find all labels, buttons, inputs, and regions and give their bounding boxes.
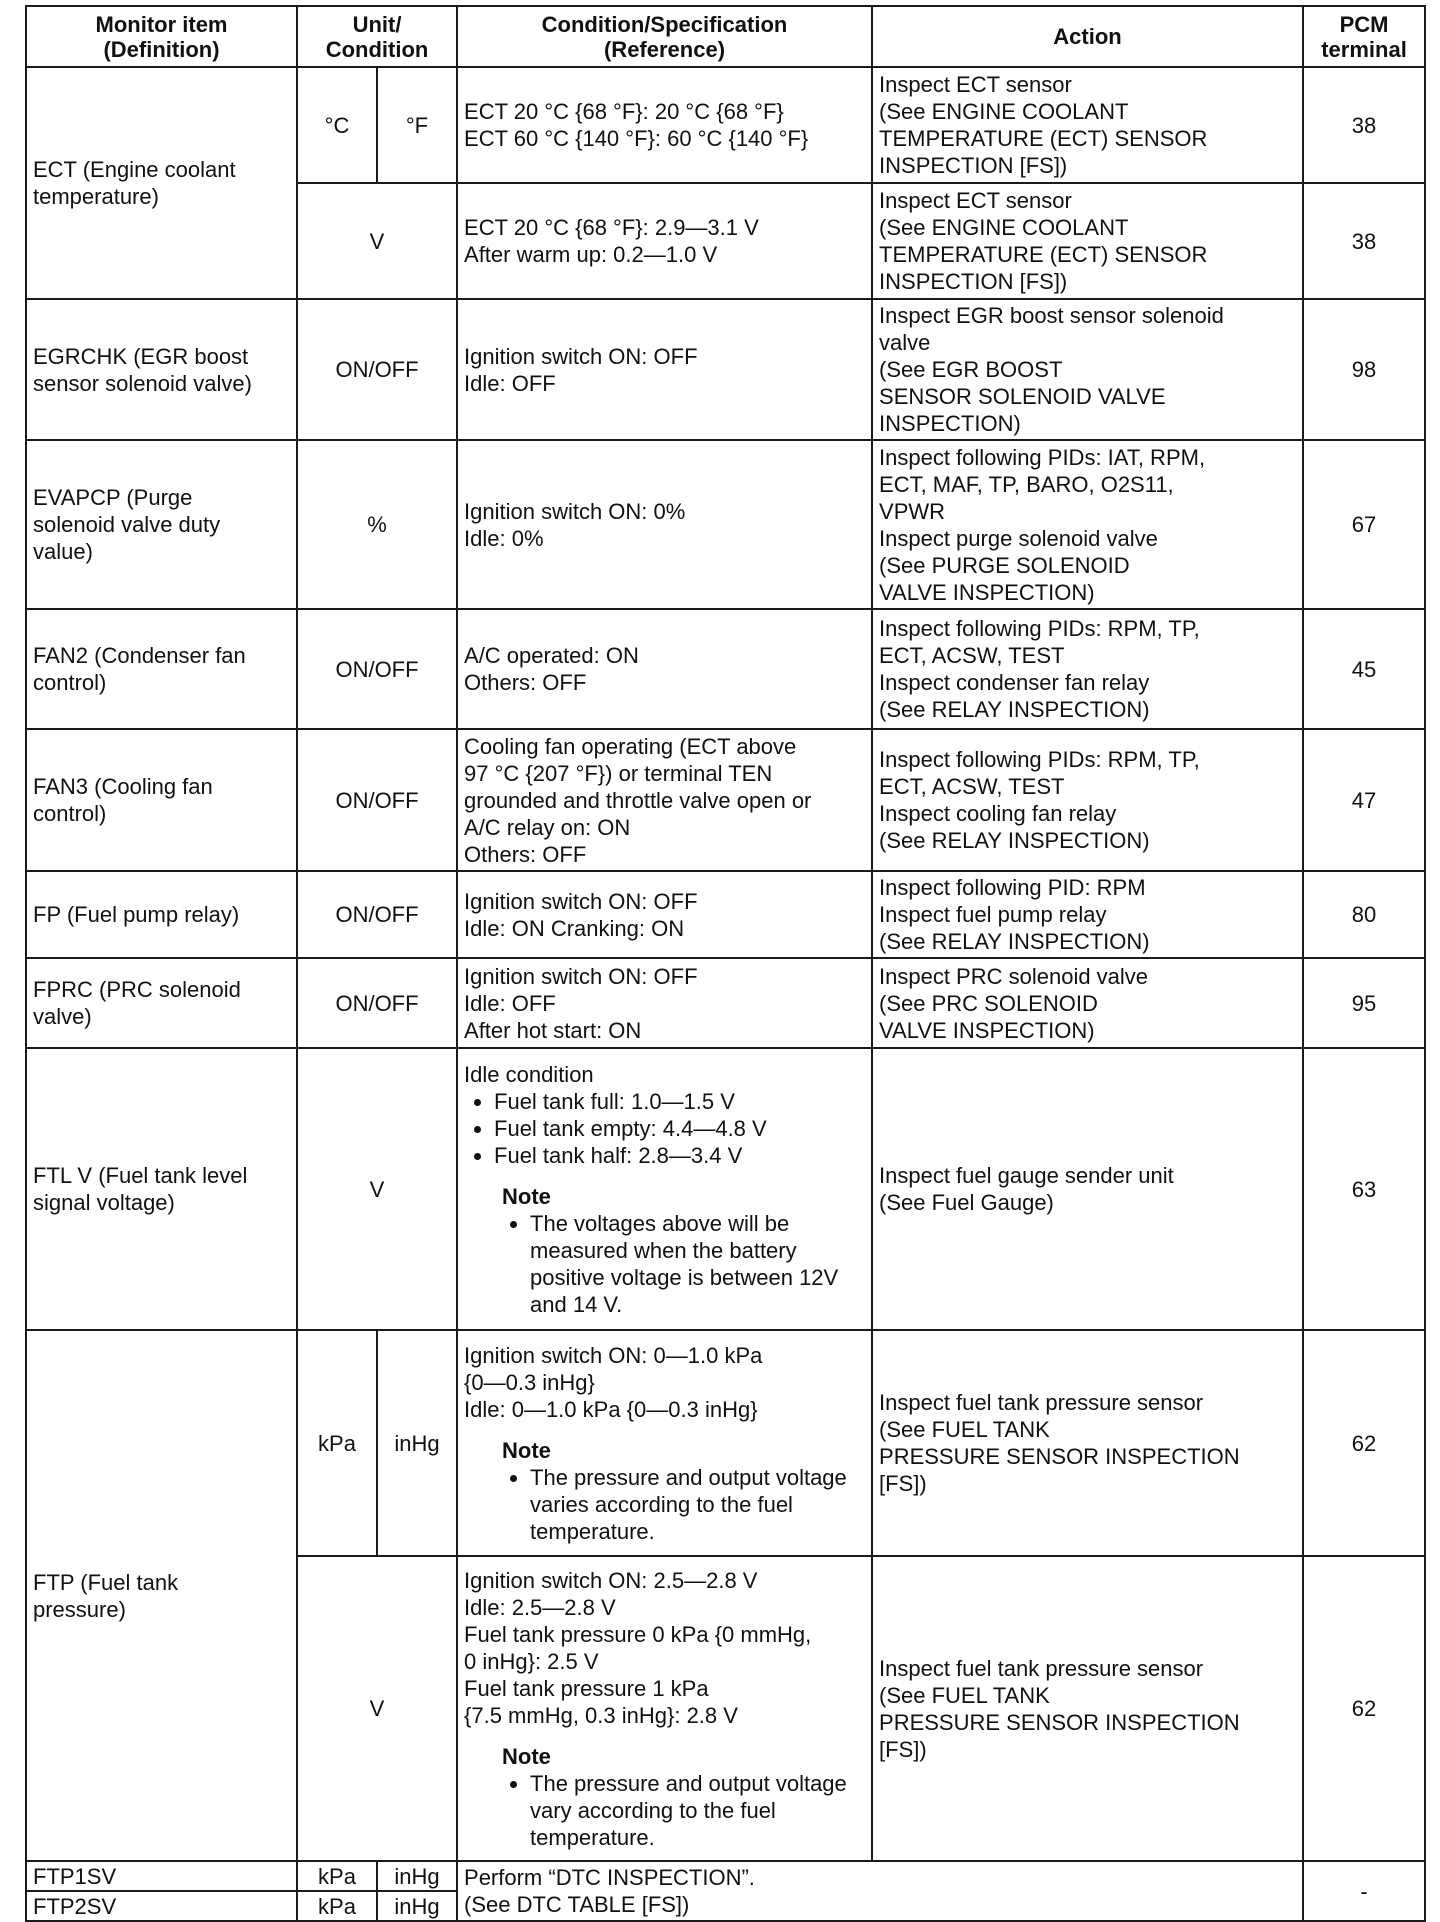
table-row xyxy=(26,299,1425,440)
action-text: Inspect fuel tank pressure sensor (See FUEL TANK PRESSURE SENSOR INSPECTION [FS]) xyxy=(872,1556,1303,1861)
unit-condition: V xyxy=(297,183,457,299)
condition-spec: Ignition switch ON: 0% Idle: 0% xyxy=(457,440,872,609)
pcm-terminal: 95 xyxy=(1303,958,1425,1048)
unit-kpa: kPa xyxy=(297,1330,377,1556)
condition-spec: ECT 20 °C {68 °F}: 20 °C {68 °F} ECT 60 °C {140 °F}: 60 °C {140 °F} xyxy=(457,67,872,183)
unit-kpa: kPa xyxy=(297,1891,377,1921)
table-row xyxy=(26,1048,1425,1330)
unit-condition: % xyxy=(297,440,457,609)
action-text: Inspect ECT sensor (See ENGINE COOLANT TEMPERATURE (ECT) SENSOR INSPECTION [FS]) xyxy=(872,67,1303,183)
pcm-terminal: 47 xyxy=(1303,729,1425,871)
monitor-item: FTP2SV xyxy=(26,1891,297,1921)
monitor-item: FTP (Fuel tank pressure) xyxy=(26,1330,297,1861)
condition-spec: A/C operated: ON Others: OFF xyxy=(457,609,872,729)
condition-bullet-list xyxy=(464,1088,865,1169)
pcm-terminal: 63 xyxy=(1303,1048,1425,1330)
list-item: • Fuel tank half: 2.8—3.4 V xyxy=(494,1142,865,1169)
pcm-terminal: 62 xyxy=(1303,1556,1425,1861)
monitor-item: FAN2 (Condenser fan control) xyxy=(26,609,297,729)
action-text: Inspect fuel gauge sender unit (See Fuel Gauge) xyxy=(872,1048,1303,1330)
list-item: • Fuel tank empty: 4.4—4.8 V xyxy=(494,1115,865,1142)
table-row xyxy=(26,729,1425,871)
condition-spec xyxy=(457,1048,872,1330)
pcm-terminal: - xyxy=(1303,1861,1425,1921)
table-row xyxy=(26,871,1425,958)
note-heading: Note xyxy=(502,1183,551,1209)
table-row xyxy=(26,609,1425,729)
unit-condition: ON/OFF xyxy=(297,871,457,958)
monitor-item: FPRC (PRC solenoid valve) xyxy=(26,958,297,1048)
action-text: Inspect following PIDs: IAT, RPM, ECT, MAF, TP, BARO, O2S11, VPWR Inspect purge solenoid valve (See PURGE SOLENOID VALVE INSPECTION) xyxy=(872,440,1303,609)
header-monitor-item: Monitor item (Definition) xyxy=(26,6,297,67)
unit-celsius: °C xyxy=(297,67,377,183)
unit-inhg: inHg xyxy=(377,1861,457,1891)
monitor-item: FP (Fuel pump relay) xyxy=(26,871,297,958)
condition-spec: ECT 20 °C {68 °F}: 2.9—3.1 V After warm up: 0.2—1.0 V xyxy=(457,183,872,299)
monitor-item: FTL V (Fuel tank level signal voltage) xyxy=(26,1048,297,1330)
unit-inhg: inHg xyxy=(377,1330,457,1556)
header-row xyxy=(26,6,1425,67)
pcm-terminal: 38 xyxy=(1303,67,1425,183)
condition-spec: Cooling fan operating (ECT above 97 °C {207 °F}) or terminal TEN grounded and throttle valve open or A/C relay on: ON Others: OFF xyxy=(457,729,872,871)
action-text: Inspect ECT sensor (See ENGINE COOLANT TEMPERATURE (ECT) SENSOR INSPECTION [FS]) xyxy=(872,183,1303,299)
header-pcm-terminal: PCM terminal xyxy=(1303,6,1425,67)
action-text: Inspect following PID: RPM Inspect fuel pump relay (See RELAY INSPECTION) xyxy=(872,871,1303,958)
unit-kpa: kPa xyxy=(297,1861,377,1891)
condition-spec: Ignition switch ON: 2.5—2.8 V Idle: 2.5—2.8 V Fuel tank pressure 0 kPa {0 mmHg, 0 inHg}: 2.5 V Fuel tank pressure 1 kPa {7.5 mmHg, 0.3 inHg}: 2.8 V Note • The pressure and output voltage vary according to the fuel temperature. xyxy=(457,1556,872,1861)
table-row xyxy=(26,958,1425,1048)
pcm-terminal: 67 xyxy=(1303,440,1425,609)
condition-intro: Idle condition xyxy=(464,1061,594,1087)
note-text: • The pressure and output voltage varies according to the fuel temperature. xyxy=(530,1464,865,1545)
unit-condition: V xyxy=(297,1048,457,1330)
action-text: Inspect following PIDs: RPM, TP, ECT, ACSW, TEST Inspect condenser fan relay (See RELAY INSPECTION) xyxy=(872,609,1303,729)
note-list xyxy=(464,1770,865,1851)
unit-condition: ON/OFF xyxy=(297,609,457,729)
pcm-terminal: 98 xyxy=(1303,299,1425,440)
note-text: • The voltages above will be measured when the battery positive voltage is between 12V and 14 V. xyxy=(530,1210,865,1318)
condition-spec: Ignition switch ON: OFF Idle: OFF xyxy=(457,299,872,440)
action-text: Inspect PRC solenoid valve (See PRC SOLENOID VALVE INSPECTION) xyxy=(872,958,1303,1048)
note-list xyxy=(464,1464,865,1545)
table-row xyxy=(26,67,1425,183)
condition-spec: Perform “DTC INSPECTION”. (See DTC TABLE [FS]) xyxy=(457,1861,1303,1921)
action-text: Inspect EGR boost sensor solenoid valve (See EGR BOOST SENSOR SOLENOID VALVE INSPECTION) xyxy=(872,299,1303,440)
monitor-item: FAN3 (Cooling fan control) xyxy=(26,729,297,871)
action-text: Inspect following PIDs: RPM, TP, ECT, ACSW, TEST Inspect cooling fan relay (See RELAY INSPECTION) xyxy=(872,729,1303,871)
monitor-item: ECT (Engine coolant temperature) xyxy=(26,67,297,299)
monitor-item: FTP1SV xyxy=(26,1861,297,1891)
condition-spec: Ignition switch ON: OFF Idle: ON Cranking: ON xyxy=(457,871,872,958)
unit-condition: V xyxy=(297,1556,457,1861)
pcm-terminal: 38 xyxy=(1303,183,1425,299)
unit-condition: ON/OFF xyxy=(297,729,457,871)
pid-monitor-table xyxy=(25,5,1426,1922)
table-row xyxy=(26,1330,1425,1556)
pcm-terminal: 80 xyxy=(1303,871,1425,958)
table-row xyxy=(26,440,1425,609)
note-heading: Note xyxy=(502,1437,551,1463)
note-list xyxy=(464,1210,865,1318)
condition-spec: Ignition switch ON: OFF Idle: OFF After hot start: ON xyxy=(457,958,872,1048)
header-condition-specification: Condition/Specification (Reference) xyxy=(457,6,872,67)
unit-fahrenheit: °F xyxy=(377,67,457,183)
list-item: • Fuel tank full: 1.0—1.5 V xyxy=(494,1088,865,1115)
header-action: Action xyxy=(872,6,1303,67)
action-text: Inspect fuel tank pressure sensor (See FUEL TANK PRESSURE SENSOR INSPECTION [FS]) xyxy=(872,1330,1303,1556)
pcm-terminal: 45 xyxy=(1303,609,1425,729)
unit-condition: ON/OFF xyxy=(297,299,457,440)
note-text: • The pressure and output voltage vary according to the fuel temperature. xyxy=(530,1770,865,1851)
monitor-item: EVAPCP (Purge solenoid valve duty value) xyxy=(26,440,297,609)
table-row xyxy=(26,1861,1425,1891)
unit-inhg: inHg xyxy=(377,1891,457,1921)
pcm-terminal: 62 xyxy=(1303,1330,1425,1556)
note-heading: Note xyxy=(502,1743,551,1769)
unit-condition: ON/OFF xyxy=(297,958,457,1048)
condition-spec: Ignition switch ON: 0—1.0 kPa {0—0.3 inHg} Idle: 0—1.0 kPa {0—0.3 inHg} Note • The pressure and output voltage varies according to the fuel temperature. xyxy=(457,1330,872,1556)
header-unit-condition: Unit/ Condition xyxy=(297,6,457,67)
monitor-item: EGRCHK (EGR boost sensor solenoid valve) xyxy=(26,299,297,440)
